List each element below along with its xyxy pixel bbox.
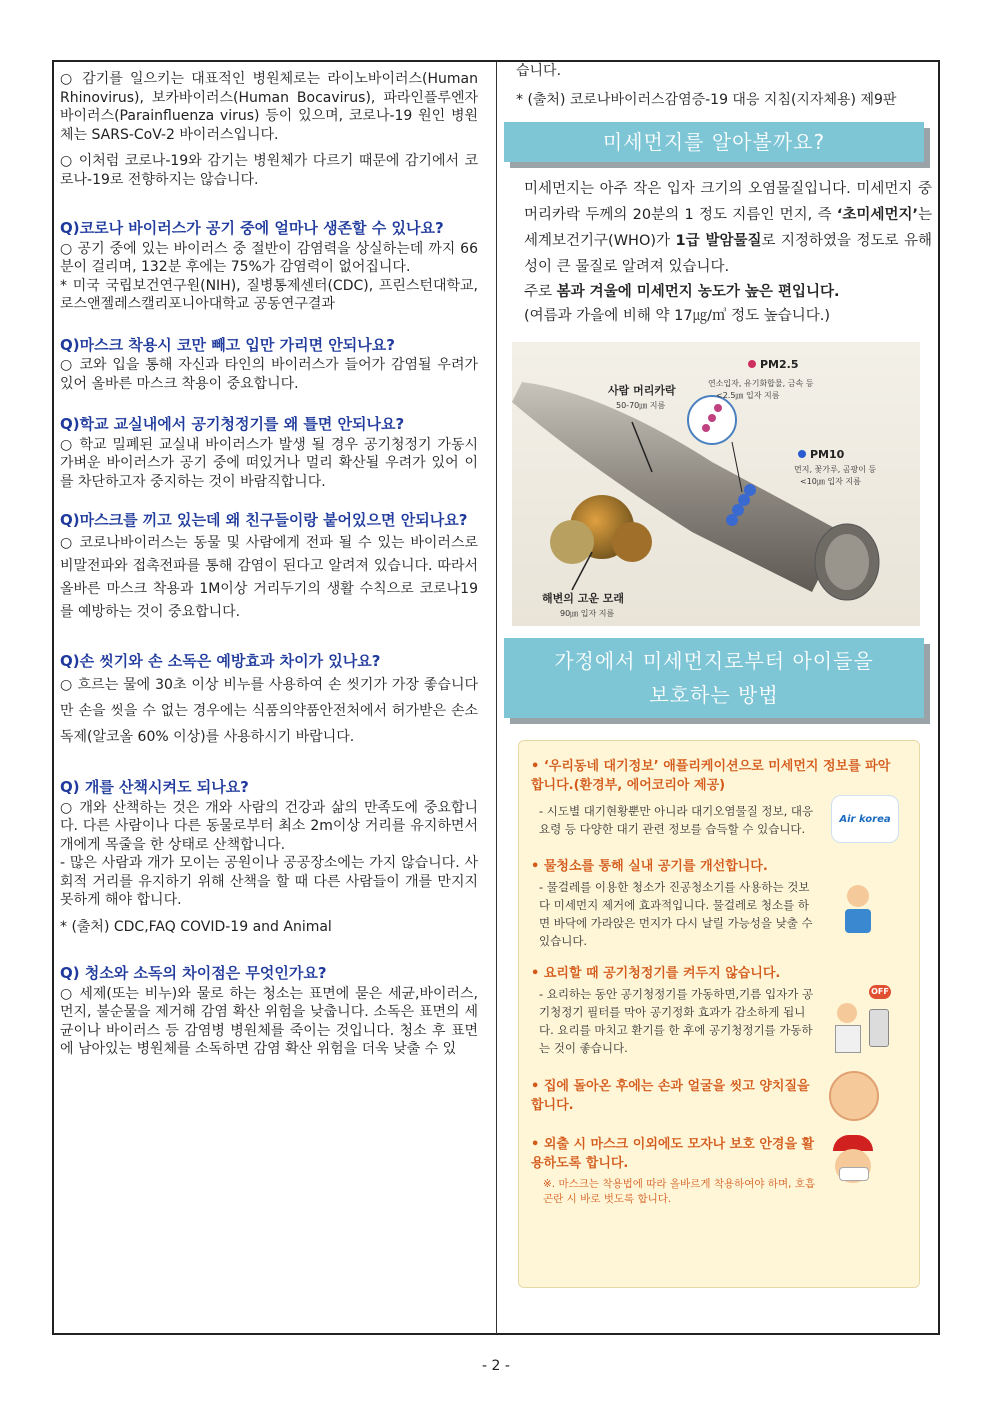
paragraph: ○ 이처럼 코로나-19와 감기는 병원체가 다르기 때문에 감기에서 코로나-19로 전향하지는 않습니다. (60, 153, 478, 188)
question-heading: Q)마스크를 끼고 있는데 왜 친구들이랑 붙어있으면 안되나요? (60, 511, 468, 529)
brushing-teeth-icon (829, 1071, 879, 1121)
section-banner-fine-dust: 미세먼지를 알아볼까요? (504, 122, 924, 162)
protection-tips-card (518, 740, 920, 1288)
cooking-air-purifier-icon (833, 985, 893, 1055)
tip-item: • 외출 시 마스크 이외에도 모자나 보호 안경을 활용하도록 합니다. ※. 마스크는 착용법에 따라 올바르게 착용하여야 하며, 호흡곤란 시 바로 벗도록 합니다. (531, 1135, 905, 1207)
paragraph: ○ 감기를 일으키는 대표적인 병원체로는 라이노바이러스(Human Rhinovirus), 보카바이러스(Human Bocavirus), 파라인플루엔자바이러스(Parainfluenza virus) 등이 있으며, 코로나-19 원인 병원체는 SARS-CoV-2 바이러스입니다. (60, 71, 478, 143)
question-heading: Q) 청소와 소독의 차이점은 무엇인가요? (60, 964, 327, 982)
pm10-size: <10㎛ 입자 지름 (800, 477, 861, 486)
particle-size-illustration (512, 342, 920, 626)
left-column (60, 70, 478, 1059)
answer-bullet: - 많은 사람과 개가 모이는 공원이나 공공장소에는 가지 않습니다. 사회적 거리를 유지하기 위해 산책을 할 때 다른 사람들이 개를 만지지 못하게 해야 합니다. (60, 855, 478, 908)
pm25-label: PM2.5 (760, 358, 799, 371)
answer: ○ 세제(또는 비누)와 물로 하는 청소는 표면에 묻은 세균,바이러스,먼지, 불순물을 제거해 감염 확산 위험을 낮춥니다. 소독은 표면의 세균이나 바이러스 등 감염병 병원체를 죽이는 것입니다. 청소 후 표면에 남아있는 병원체를 소독하면 감염 확산 위험을 더욱 낮출 수 있 (60, 985, 478, 1057)
pm10-marker (798, 450, 806, 458)
source-note: * 미국 국립보건연구원(NIH), 질병통제센터(CDC), 프린스턴대학교, 로스앤젤레스캘리포니아대학교 공동연구결과 (60, 277, 478, 312)
answer: ○ 코로나바이러스는 동물 및 사람에게 전파 될 수 있는 바이러스로 비말전파와 접촉전파를 통해 감염이 된다고 알려져 있습니다. 따라서 올바른 마스크 착용과 1M이상 거리두기의 생활 수칙으로 코로나19를 예방하는 것이 중요합니다. (60, 534, 478, 620)
sand-grain (550, 520, 594, 564)
tip-item: • 물청소를 통해 실내 공기를 개선합니다. - 물걸레를 이용한 청소가 진공청소기를 사용하는 것보다 미세먼지 제거에 효과적입니다. 물걸레로 청소를 하면 바닥에 가라앉은 먼지가 다시 날릴 가능성을 낮출 수 있습니다. (531, 857, 905, 950)
right-column (512, 62, 932, 1288)
answer: ○ 공기 중에 있는 바이러스 중 절반이 감염력을 상실하는데 까지 66분이 걸리며, 132분 후에는 75%가 감염력이 없어집니다. (60, 240, 478, 275)
hair-size: 50-70㎛ 지름 (616, 401, 666, 410)
question-heading: Q)학교 교실내에서 공기청정기를 왜 틀면 안되나요? (60, 415, 405, 433)
hair-label: 사람 머리카락 (608, 384, 676, 397)
tip-item: • 집에 돌아온 후에는 손과 얼굴을 씻고 양치질을 합니다. (531, 1071, 905, 1121)
answer: ○ 개와 산책하는 것은 개와 사람의 건강과 삶의 만족도에 중요합니다. 다른 사람이나 다른 동물로부터 최소 2m이상 거리를 유지하면서 개에게 목줄을 한 상태로 산책합니다. (60, 799, 478, 853)
column-divider (496, 62, 497, 1334)
pm10-description: 먼지, 꽃가루, 곰팡이 등 (794, 465, 877, 474)
hair-illustration (512, 342, 920, 626)
question-heading: Q)마스크 착용시 코만 빼고 입만 가리면 안되나요? (60, 335, 395, 354)
pm10-label: PM10 (810, 448, 845, 461)
tip-item: • 요리할 때 공기청정기를 켜두지 않습니다. - 요리하는 동안 공기청정기를 가동하면,기름 입자가 공기청정기 필터를 막아 공기정화 효과가 감소하게 됩니다. 요리를 마치고 환기를 한 후에 공기청정기를 가동하는 것이 좋습니다. OFF (531, 964, 905, 1057)
fine-dust-season: 주로 봄과 겨울에 미세먼지 농도가 높은 편입니다. (524, 284, 840, 300)
answer: ○ 코와 입을 통해 자신과 타인의 바이러스가 들어가 감염될 우려가 있어 올바른 마스크 착용이 중요합니다. (60, 357, 478, 392)
section-banner-protect-children: 가정에서 미세먼지로부터 아이들을 보호하는 방법 (504, 638, 924, 718)
sand-grain (612, 522, 652, 562)
airkorea-logo-icon: Air korea (831, 795, 899, 843)
paragraph-continuation: 습니다. (516, 63, 562, 79)
fine-dust-intro: 미세먼지는 아주 작은 입자 크기의 오염물질입니다. 미세먼지 중 머리카락 두께의 20분의 1 정도 지름인 먼지, 즉 ‘초미세먼지’는 세계보건기구(WHO)가 1급 발암물질로 지정하였을 정도로 유해성이 큰 물질로 알려져 있습니다. (524, 181, 932, 275)
off-badge-icon: OFF (869, 985, 891, 999)
answer: ○ 학교 밀폐된 교실내 바이러스가 발생 될 경우 공기청정기 가동시 가벼운 바이러스가 공기 중에 떠있거나 멀리 확산될 우려가 있어 이를 차단하고자 중지하는 것이 바람직합니다. (60, 436, 478, 490)
cleaning-child-icon (833, 883, 883, 943)
answer: ○ 흐르는 물에 30초 이상 비누를 사용하여 손 씻기가 가장 좋습니다만 손을 씻을 수 없는 경우에는 식품의약품안전처에서 허가받은 손소독제(알코올 60% 이상)를 사용하시기 바랍니다. (60, 677, 478, 745)
fine-dust-note: (여름과 가을에 비해 약 17㎍/㎥ 정도 높습니다.) (524, 308, 831, 324)
source-note: * (출처) CDC,FAQ COVID-19 and Animal (60, 918, 332, 935)
sand-size: 90㎛ 입자 지름 (560, 609, 615, 618)
pm25-size: <2.5㎛ 입자 지름 (716, 391, 780, 400)
question-heading: Q)코로나 바이러스가 공기 중에 얼마나 생존할 수 있나요? (60, 219, 444, 237)
source-note: * (출처) 코로나바이러스감염증-19 대응 지침(지자체용) 제9판 (516, 92, 897, 108)
pm10-particle (744, 484, 756, 496)
page-number: - 2 - (482, 1358, 510, 1374)
sand-label: 해변의 고운 모래 (542, 592, 625, 605)
question-heading: Q)손 씻기와 손 소독은 예방효과 차이가 있나요? (60, 651, 381, 670)
pm25-description: 연소입자, 유기화합물, 금속 등 (708, 379, 814, 388)
mask-hat-child-icon (829, 1135, 877, 1193)
pm25-marker (748, 360, 756, 368)
tip-item: • ‘우리동네 대기정보’ 애플리케이션으로 미세먼지 정보를 파악 합니다.(환경부, 에어코리아 제공) - 시도별 대기현황뿐만 아니라 대기오염물질 정보, 대응요령 등 다양한 대기 관련 정보를 습득할 수 있습니다. Air korea (531, 757, 905, 843)
question-heading: Q) 개를 산책시켜도 되나요? (60, 778, 249, 796)
